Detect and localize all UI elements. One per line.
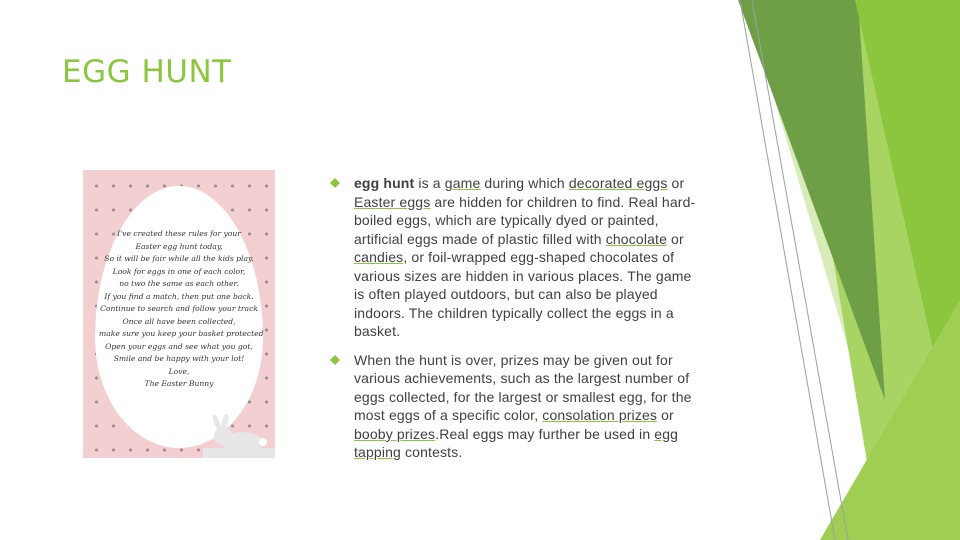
link-decorated-eggs[interactable]: decorated eggs xyxy=(568,175,668,191)
text: , or foil-wrapped egg-shaped chocolates of various sizes are hidden in various places. The game is often played outdoors, but can also be played indoors. The children typically collect the eggs in a basket. xyxy=(354,249,692,339)
poem-line: Once all have been collected, xyxy=(122,316,236,326)
text: When the hunt is over, prizes may be given out for various achievements, such as the largest number of eggs collected, for the largest or smallest egg, for the most eggs of a specific color, xyxy=(354,351,692,423)
poem-line: make sure you keep your basket protected xyxy=(99,329,264,338)
text: or xyxy=(657,407,674,423)
link-egg-tapping[interactable]: egg tapping xyxy=(354,425,679,460)
link-consolation-prizes[interactable]: consolation prizes xyxy=(542,407,658,423)
poem-line: I've created these rules for your xyxy=(117,229,241,238)
text: or xyxy=(667,175,685,191)
text: are hidden for children to find. Real hard-boiled eggs, which are typically dyed or painted, artificial eggs made of plastic filled with xyxy=(354,193,696,247)
egg-hunt-rules-card xyxy=(83,170,275,458)
text: or xyxy=(667,230,684,247)
poem-line: Love, xyxy=(168,366,190,376)
slide-title: EGG HUNT xyxy=(62,54,232,90)
link-booby-prizes[interactable]: booby prizes xyxy=(354,425,436,442)
poem-line: no two the same as each other. xyxy=(119,279,239,288)
poem-line: Open your eggs and see what you got, xyxy=(105,341,253,351)
rules-poem xyxy=(99,228,264,391)
link-game[interactable]: game xyxy=(444,175,481,191)
bullet-list xyxy=(330,174,705,472)
bunny-icon xyxy=(203,414,275,458)
link-candies[interactable]: candies xyxy=(354,249,404,265)
poem-line: If you find a match, then put one back. xyxy=(104,291,254,301)
diamond-bullet-icon xyxy=(330,178,340,188)
text: .Real eggs may further be used in xyxy=(435,425,655,442)
diamond-bullet-icon xyxy=(330,355,340,365)
text: contests. xyxy=(400,444,463,460)
poem-line: The Easter Bunny xyxy=(144,379,214,388)
link-easter-eggs[interactable]: Easter eggs xyxy=(354,193,431,210)
poem-line: Continue to search and follow your track xyxy=(100,304,258,313)
poem-line: So it will be fair while all the kids play. xyxy=(104,254,254,263)
list-item xyxy=(330,174,705,341)
poem-line: Look for eggs in one of each color, xyxy=(112,266,246,276)
text: during which xyxy=(480,175,569,191)
poem-line: Smile and be happy with your lot! xyxy=(113,354,245,363)
text: is a xyxy=(414,175,445,191)
term-egg-hunt: egg hunt xyxy=(354,175,415,191)
link-chocolate[interactable]: chocolate xyxy=(605,230,667,247)
poem-line: Easter egg hunt today, xyxy=(135,241,223,251)
list-item xyxy=(330,351,705,462)
